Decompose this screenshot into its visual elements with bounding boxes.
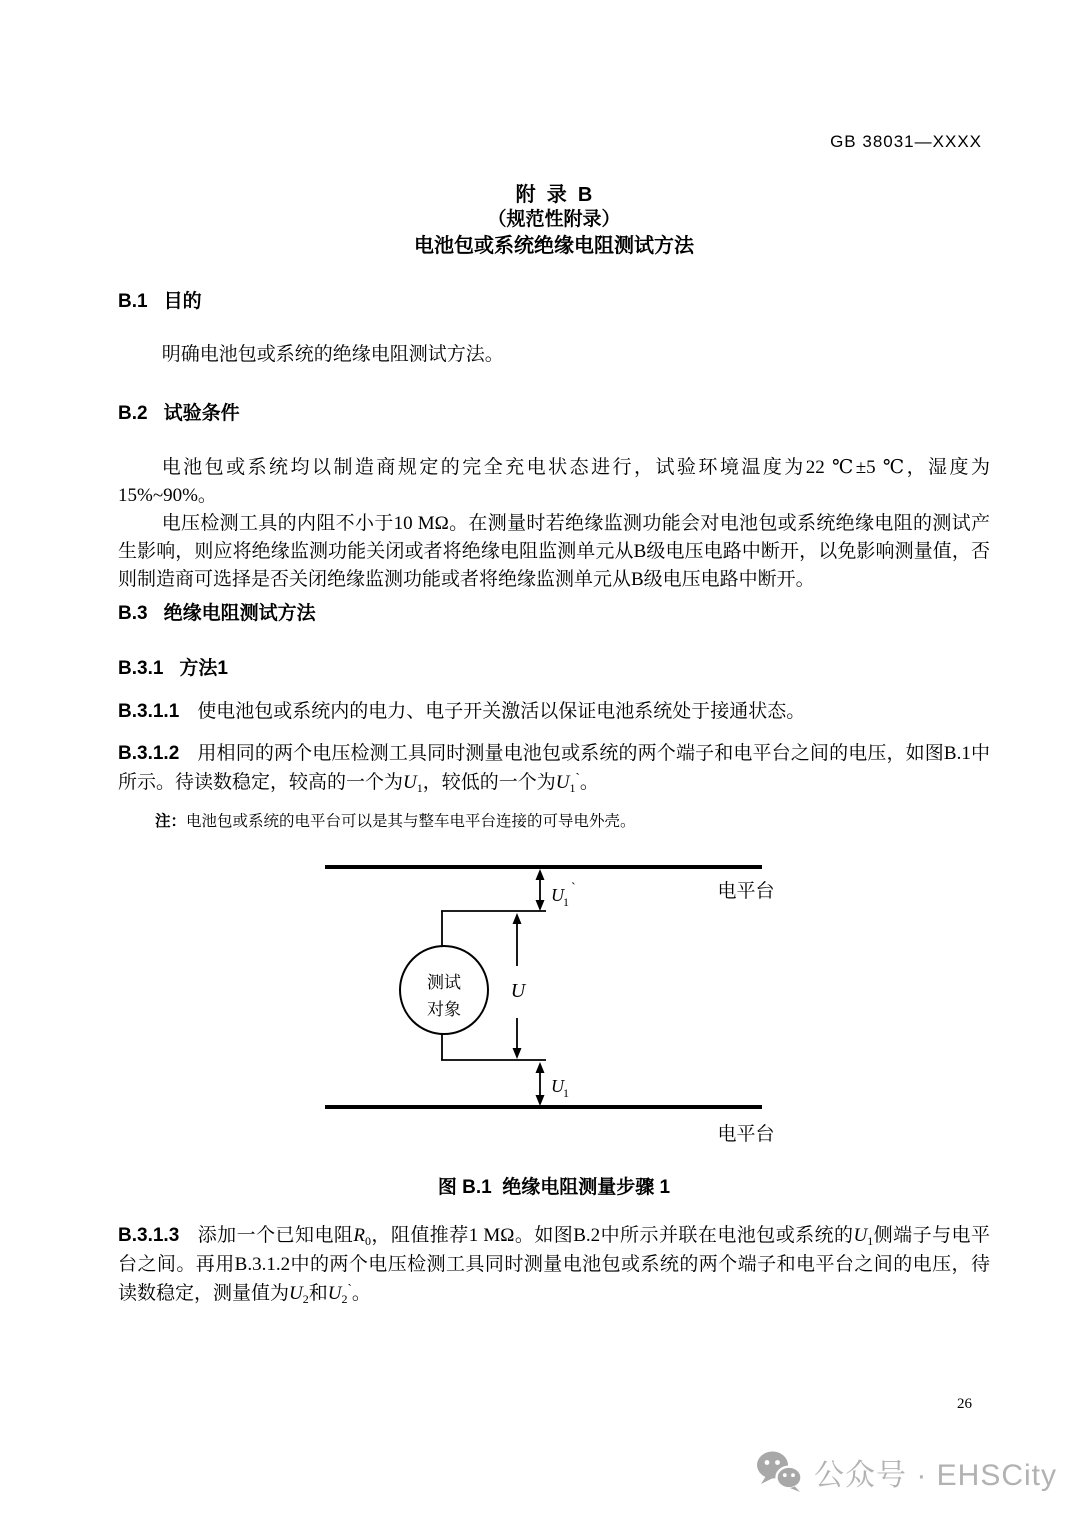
bottom-platform-label: 电平台: [717, 1124, 775, 1145]
clause-b311: [118, 697, 990, 726]
note-label: 注：: [155, 813, 187, 830]
u1-prime-arrow: [536, 869, 545, 911]
paragraph: 电池包或系统均以制造商规定的完全充电状态进行，试验环境温度为22 ℃±5 ℃，湿度为15%~90%。: [118, 457, 990, 506]
section-b3-heading: [118, 600, 990, 628]
clause-b313-number: B.3.1.3: [118, 1225, 180, 1246]
paragraph: 明确电池包或系统的绝缘电阻测试方法。: [161, 344, 504, 365]
note-b312: [155, 810, 990, 834]
u1-arrow: [536, 1062, 545, 1106]
u1-sub: 1: [563, 1086, 569, 1100]
section-b31-number: B.3.1: [118, 658, 164, 679]
appendix-normative-label: （规范性附录）: [487, 209, 621, 230]
variable-r0: R: [353, 1225, 365, 1246]
section-b31-heading: [118, 655, 990, 683]
u1-prime-var: U: [551, 885, 564, 905]
test-object-label-line1: 测试: [427, 973, 461, 992]
doc-number: GB 38031—XXXX: [830, 132, 982, 151]
section-b3-title: 绝缘电阻测试方法: [163, 603, 316, 624]
variable-u2: U: [289, 1283, 303, 1304]
clause-b312-number: B.3.1.2: [118, 743, 180, 764]
section-b2-number: B.2: [118, 403, 148, 424]
section-b2-body: [118, 454, 990, 594]
u1-var: U: [551, 1076, 564, 1096]
note-text: 电池包或系统的电平台可以是其与整车电平台连接的可导电外壳。: [186, 813, 636, 830]
appendix-subject: 电池包或系统绝缘电阻测试方法: [414, 235, 694, 257]
u-var: U: [510, 980, 526, 1002]
section-b31-title: 方法1: [179, 658, 228, 679]
clause-b311-text: 使电池包或系统内的电力、电子开关激活以保证电池系统处于接通状态。: [197, 701, 806, 722]
u1-prime-tick: `: [571, 881, 576, 896]
section-b1-heading: [118, 288, 990, 316]
section-b1-number: B.1: [118, 291, 148, 312]
page-number: 26: [957, 1396, 972, 1412]
figure-b1-caption: 图 B.1 绝缘电阻测量步骤 1: [437, 1177, 671, 1198]
watermark: [756, 1450, 1057, 1494]
section-b1-body: [118, 341, 990, 369]
clause-b311-number: B.3.1.1: [118, 701, 180, 722]
section-b1-title: 目的: [163, 291, 202, 312]
upper-terminal-wire: [441, 911, 546, 946]
u1-prime-sub: 1: [563, 895, 569, 909]
section-b2-title: 试验条件: [163, 403, 240, 424]
variable-u1-prime: U: [555, 772, 570, 793]
section-b3-number: B.3: [118, 603, 148, 624]
appendix-title: 附 录 B: [515, 184, 593, 206]
paragraph: 电压检测工具的内阻不小于10 MΩ。在测量时若绝缘监测功能会对电池包或系统绝缘电阻的测试产生影响，则应将绝缘监测功能关闭或者将绝缘电阻监测单元从B级电压电路中断开，以免影响测量值，否则制造商可选择是否关闭绝缘监测功能或者将绝缘监测单元从B级电压电路中断开。: [118, 513, 990, 590]
clause-b313: B.3.1.3 添加一个已知电阻$R_0$，阻值推荐1 MΩ。如图B.2中所示并联在电池包或系统的$U_1$侧端子与电平台之间。再用B.3.1.2中的两个电压检测工具同时测量电池包或系统的两个端子和电平台之间的电压，待读数稳定，测量值为$U_2$和$U_2^`$。: [118, 1225, 990, 1306]
watermark-text: 公众号 · EHSCity: [814, 1459, 1058, 1492]
section-b2-heading: [118, 400, 990, 428]
clause-b312: B.3.1.2 用相同的两个电压检测工具同时测量电池包或系统的两个端子和电平台之间的电压，如图B.1中所示。待读数稳定，较高的一个为$U_1$，较低的一个为$U_1^`$。: [118, 743, 990, 795]
variable-u2-prime: U: [327, 1283, 342, 1304]
wechat-icon: [756, 1451, 804, 1493]
variable-u1: U: [853, 1225, 868, 1246]
test-object-label-line2: 对象: [427, 1000, 461, 1019]
variable-u1: U: [403, 772, 417, 793]
top-platform-label: 电平台: [717, 881, 775, 902]
lower-terminal-wire: [441, 1034, 546, 1060]
figure-b1-diagram: [300, 856, 780, 1156]
